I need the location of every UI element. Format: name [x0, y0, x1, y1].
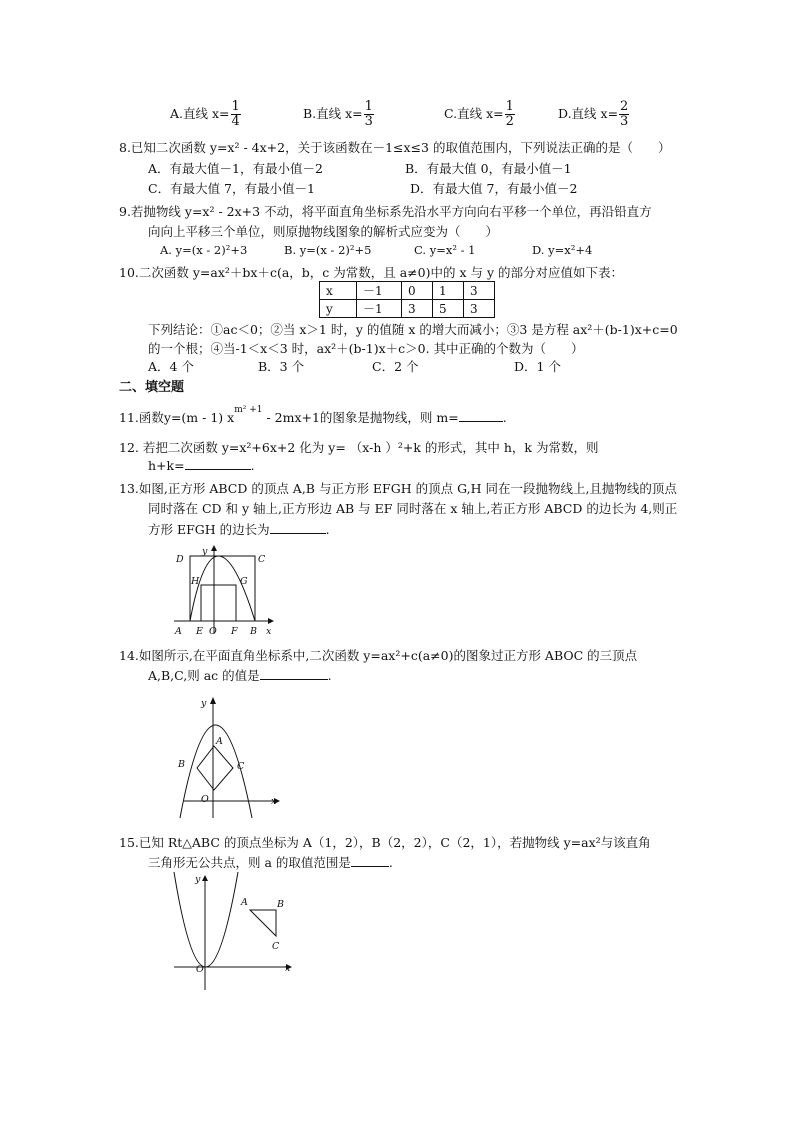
q7-option-c-label: C.直线 x= [444, 106, 504, 121]
q11-prefix: 11.函数 [119, 410, 164, 425]
q7-option-d-fraction [619, 100, 629, 129]
q14-answer-blank[interactable] [260, 679, 328, 680]
parabola [174, 872, 238, 967]
q13-answer-blank[interactable] [270, 533, 326, 534]
q15-end: . [388, 855, 393, 870]
square-efgh [201, 585, 236, 621]
table-cell: x [320, 282, 357, 300]
label-f: F [231, 626, 238, 637]
q8-option-b: B．有最大值 0，有最小值－1 [405, 161, 572, 176]
label-x: x [266, 626, 272, 637]
q11-answer-blank[interactable] [459, 421, 503, 422]
square-abcd [190, 556, 255, 621]
q11-suffix: 的图象是抛物线，则 m= [319, 410, 459, 425]
q7-option-a-num: 1 [231, 99, 240, 114]
label-b: B [277, 899, 284, 910]
q7-option-a [170, 100, 241, 129]
label-x: x [285, 963, 291, 974]
q10-conclusions-line2: 的一个根；④当-1＜x＜3 时，ax²＋(b-1)x＋c＞0. 其中正确的个数为（ ） [148, 341, 584, 356]
label-h: H [191, 576, 200, 587]
q7-option-d-den: 3 [620, 114, 629, 129]
label-a: A [216, 736, 223, 747]
q7-option-c-den: 2 [505, 114, 514, 129]
q14-line1: 14.如图所示,在平面直角坐标系中,二次函数 y=ax²+c(a≠0)的图象过正方形 ABOC 的三顶点 [119, 648, 638, 663]
label-x: x [271, 796, 277, 807]
label-y: y [195, 874, 201, 885]
q7-option-c-fraction [505, 100, 515, 129]
q13-figure [168, 542, 278, 638]
q10-value-table [319, 281, 495, 318]
q13-end: . [325, 522, 330, 537]
triangle-abc [250, 910, 276, 936]
q14-end: . [327, 668, 332, 683]
x-axis-arrow-icon [268, 618, 274, 624]
label-c: C [237, 761, 245, 772]
q14-figure [170, 690, 284, 820]
table-row [320, 282, 495, 300]
q9-line2: 向向上平移三个单位，则原抛物线图象的解析式应变为（ ） [148, 224, 499, 239]
square-aboc [197, 746, 233, 790]
q15-line2 [148, 853, 393, 871]
label-o: O [209, 626, 217, 637]
label-d: D [176, 554, 184, 565]
q7-option-b-num: 1 [364, 99, 373, 114]
q11-line [119, 404, 507, 426]
q10-option-a: A．4 个 [148, 359, 194, 374]
q11-end: . [502, 410, 507, 425]
q7-option-c-num: 1 [505, 99, 514, 114]
q12-line2 [148, 458, 255, 473]
label-a: A [241, 897, 248, 908]
q7-option-b-fraction [364, 100, 374, 129]
q11-formula-exponent: m² +1 [234, 404, 263, 415]
label-b: B [178, 759, 185, 770]
q11-formula-base: y=(m - 1) x [163, 410, 235, 425]
label-o: O [201, 794, 209, 805]
label-y: y [202, 546, 208, 557]
q14-line2 [148, 666, 332, 684]
q15-figure [168, 872, 300, 992]
q9-option-c: C. y=x² - 1 [414, 243, 476, 257]
label-a: A [175, 626, 182, 637]
q8-option-c: C．有最大值 7，有最小值－1 [148, 181, 315, 196]
q9-option-d: D. y=x²+4 [532, 243, 593, 257]
y-axis-arrow-icon [202, 875, 208, 881]
q7-option-d-num: 2 [620, 99, 629, 114]
q13-line2: 同时落在 CD 和 y 轴上,正方形边 AB 与 EF 同时落在 x 轴上,若正方形 ABCD 的边长为 4,则正 [148, 501, 678, 516]
label-y: y [201, 698, 207, 709]
q7-option-a-label: A.直线 x= [170, 106, 230, 121]
table-cell: －1 [357, 300, 402, 318]
table-cell: 3 [464, 282, 495, 300]
q10-stem: 10.二次函数 y=ax²＋bx＋c(a，b，c 为常数，且 a≠0)中的 x 与 y 的部分对应值如下表： [119, 265, 623, 280]
q7-option-a-den: 4 [231, 114, 240, 129]
q13-line1: 13.如图,正方形 ABCD 的顶点 A,B 与正方形 EFGH 的顶点 G,H 同在一段抛物线上,且抛物线的顶点 [119, 481, 677, 496]
q8-option-d: D．有最大值 7，有最小值－2 [410, 181, 578, 196]
table-cell: 1 [433, 282, 464, 300]
q7-option-d-label: D.直线 x= [558, 106, 619, 121]
q15-line1: 15.已知 Rt△ABC 的顶点坐标为 A（1，2），B（2，2），C（2，1），若抛物线 y=ax²与该直角 [119, 835, 651, 850]
q12-end: . [250, 458, 255, 473]
q13-prefix: 方形 EFGH 的边长为 [148, 522, 270, 537]
q11-formula-rest: - 2mx+1 [262, 410, 320, 425]
q9-line1: 9.若抛物线 y=x² - 2x+3 不动，将平面直角坐标系先沿水平方向向右平移一个单位，再沿铅直方 [119, 204, 652, 219]
table-row [320, 300, 495, 318]
table-cell: y [320, 300, 357, 318]
y-axis-arrow-icon [210, 697, 216, 704]
q8-option-a: A．有最大值－1，有最小值－2 [148, 161, 323, 176]
q7-option-b [303, 100, 374, 129]
q11-formula [163, 404, 320, 425]
table-cell: －1 [357, 282, 402, 300]
q9-option-b: B. y=(x - 2)²+5 [284, 243, 372, 257]
section-heading-fill-in: 二、填空题 [119, 380, 185, 395]
q10-conclusions-line1: 下列结论：①ac＜0；②当 x＞1 时，y 的值随 x 的增大而减小；③3 是方程 ax²＋(b-1)x+c=0 [148, 322, 678, 337]
q12-line1: 12. 若把二次函数 y=x²+6x+2 化为 y= （x-h ）²+k 的形式，其中 h，k 为常数，则 [119, 440, 599, 455]
q7-option-b-label: B.直线 x= [303, 106, 363, 121]
label-o: O [196, 964, 204, 975]
table-cell: 0 [402, 282, 433, 300]
q15-prefix: 三角形无公共点，则 a 的取值范围是 [148, 855, 351, 870]
label-c: C [272, 941, 280, 952]
q7-option-a-fraction [231, 100, 241, 129]
label-c: C [258, 554, 266, 565]
q8-stem: 8.已知二次函数 y=x² - 4x+2，关于该函数在－1≤x≤3 的取值范围内，下列说法正确的是（ ） [119, 140, 671, 155]
q10-option-d: D．1 个 [514, 359, 561, 374]
q10-option-c: C．2 个 [372, 359, 419, 374]
label-b: B [250, 626, 257, 637]
y-axis-arrow-icon [211, 545, 217, 551]
table-cell: 5 [433, 300, 464, 318]
q12-prefix: h+k= [148, 458, 185, 473]
q7-option-d [558, 100, 629, 129]
q7-option-c [444, 100, 515, 129]
q12-answer-blank[interactable] [185, 469, 251, 470]
label-e: E [196, 626, 203, 637]
table-cell: 3 [402, 300, 433, 318]
table-cell: 3 [464, 300, 495, 318]
q13-line3 [148, 520, 330, 538]
parabola [190, 556, 255, 621]
q9-option-a: A. y=(x - 2)²+3 [160, 243, 248, 257]
q15-answer-blank[interactable] [351, 866, 389, 867]
q14-prefix: A,B,C,则 ac 的值是 [148, 668, 260, 683]
q7-option-b-den: 3 [364, 114, 373, 129]
q10-option-b: B．3 个 [258, 359, 305, 374]
label-g: G [240, 576, 248, 587]
